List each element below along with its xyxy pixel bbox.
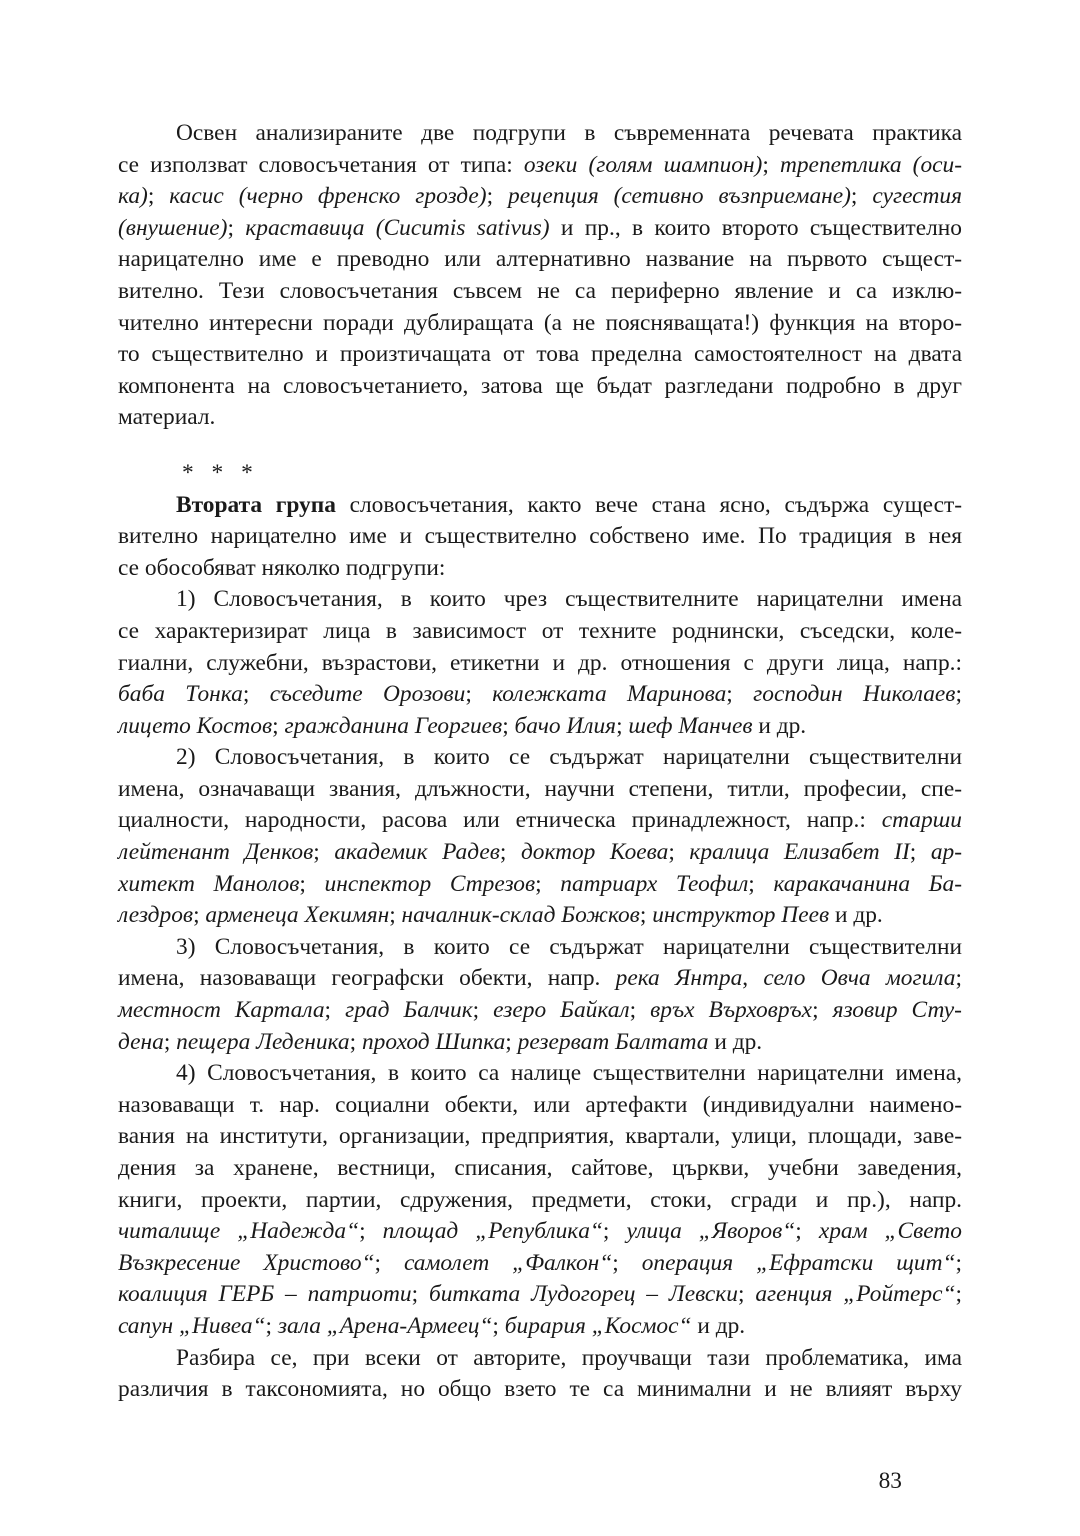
text-line: 1) Словосъчетания, в които чрез съществителните нарицателни имена — [176, 586, 962, 613]
italic-term: агенция „Ройтерс“ — [755, 1281, 956, 1308]
italic-term: хитект Манолов — [118, 870, 300, 897]
italic-term: лейтенант Денков — [118, 839, 314, 866]
italic-term: кралица Елизабет II — [689, 839, 910, 866]
italic-term: язовир Сту- — [832, 997, 962, 1024]
italic-term: резерват Балтата — [517, 1028, 709, 1055]
italic-term: бирария „Космос“ — [504, 1312, 692, 1339]
italic-term: баба Тонка — [118, 681, 243, 708]
text-line: (внушение); краставица (Cucumis sativus) и пр., в които второто съществително — [118, 214, 962, 241]
text-line: се използват словосъчетания от типа: озеки (голям шампион); трепетлика (оси- — [118, 151, 962, 178]
italic-term: зала „Арена-Армеец“ — [277, 1312, 493, 1339]
italic-term: сугестия — [872, 183, 962, 210]
italic-term: площад „Републикa“ — [382, 1218, 603, 1245]
italic-term: улица „Яворов“ — [626, 1218, 796, 1245]
italic-term: инспектор Стрезов — [324, 870, 536, 897]
bold-term: Втората група — [176, 491, 336, 518]
italic-term: дена — [118, 1028, 164, 1055]
italic-term: връх Върховръх — [650, 997, 813, 1024]
italic-term: Възкресение Христово“ — [118, 1249, 375, 1276]
text-line: лейтенант Денков; академик Радев; доктор Коева; кралица Елизабет II; ар- — [118, 839, 962, 866]
italic-term: старши — [881, 807, 962, 834]
italic-term: гражданина Георгиев — [284, 712, 503, 739]
text-line: местност Картала; град Балчик; езеро Байкал; връх Върховръх; язовир Сту- — [118, 997, 962, 1024]
italic-term: река Янтра — [615, 965, 743, 992]
text-line: хитект Манолов; инспектор Стрезов; патриарх Теофил; каракачанина Ба- — [118, 870, 962, 897]
italic-term: колежката Маринова — [492, 681, 727, 708]
italic-term: самолет „Фалкон“ — [403, 1249, 613, 1276]
italic-term: академик Радев — [334, 839, 500, 866]
text-line: вания на институти, организации, предприятия, квартали, улици, площади, заве- — [118, 1123, 962, 1150]
italic-term: инструктор Пеев — [652, 902, 830, 929]
text-line: различия в таксономията, но общо взето те са минимални и не влияят върху — [118, 1376, 962, 1403]
text-line: то съществително и произтичащата от това пределна самостоятелност на двата — [118, 341, 962, 368]
page-body — [118, 118, 962, 1406]
text-line: лездров; арменеца Хекимян; началник-склад Божков; инструктор Пеев и др. — [118, 902, 883, 929]
italic-term: каракачанина Ба- — [773, 870, 962, 897]
text-line: 3) Словосъчетания, в които се съдържат нарицателни съществителни — [176, 933, 962, 960]
text-line: гиални, служебни, възрастови, етикетни и др. отношения с други лица, напр.: — [118, 649, 962, 676]
page-number: 83 — [878, 1468, 902, 1494]
italic-term: лездров — [118, 902, 194, 929]
text-line: вително нарицателно име и съществително собствено име. По традиция в нея — [118, 523, 962, 550]
italic-term: доктор Коева — [520, 839, 669, 866]
section-separator: * * * — [182, 459, 259, 486]
italic-term: патриарх Теофил — [560, 870, 749, 897]
italic-term: шеф Манчев — [628, 712, 753, 739]
text-line: чително интересни поради дублиращата (а не поясняващата!) функция на второ- — [118, 309, 962, 336]
text-line: назоваващи т. нар. социални обекти, или артефакти (индивидуални наимено- — [118, 1091, 962, 1118]
text-line: нарицателно име е преводно или алтернативно название на първото същест- — [118, 246, 962, 273]
italic-term: село Овча могила — [763, 965, 956, 992]
italic-term: (внушение) — [118, 214, 228, 241]
italic-term: озеки (голям шампион) — [523, 151, 763, 178]
text-line: коалиция ГЕРБ – патриоти; битката Лудогорец – Левски; агенция „Ройтерс“; — [118, 1281, 962, 1308]
italic-term: град Балчик — [345, 997, 473, 1024]
italic-term: арменеца Хекимян — [205, 902, 390, 929]
text-line: дения за хранене, вестници, списания, сайтове, църкви, учебни заведения, — [118, 1155, 962, 1181]
text-line: Втората група словосъчетания, както вече стана ясно, съдържа сущест- — [176, 491, 962, 518]
italic-term: ка) — [118, 183, 148, 210]
italic-term: битката Лудогорец – Левски — [428, 1281, 738, 1308]
text-line: се характеризират лица в зависимост от техните роднински, съседски, коле- — [118, 617, 962, 644]
italic-term: проход Шипка — [361, 1028, 506, 1055]
italic-term: съседите Орозови — [269, 681, 466, 708]
italic-term: началник-склад Божков — [401, 902, 640, 929]
text-line: Възкресение Христово“; самолет „Фалкон“; операция „Ефратски щит“; — [118, 1249, 962, 1276]
text-line: имена, означаващи звания, длъжности, научни степени, титли, професии, спе- — [118, 775, 962, 802]
text-line: 4) Словосъчетания, в които са налице съществителни нарицателни имена, — [176, 1060, 962, 1087]
paragraph-gap — [118, 434, 962, 458]
italic-term: господин Николаев — [753, 681, 956, 708]
text-line: книги, проекти, партии, сдружения, предмети, стоки, сгради и пр.), напр. — [118, 1186, 962, 1213]
italic-term: трепетлика (оси- — [779, 151, 962, 178]
text-line: читалище „Надежда“; площад „Републикa“; улица „Яворов“; храм „Свето — [118, 1218, 962, 1245]
italic-term: бачо Илия — [514, 712, 617, 739]
italic-term: касис (черно френско грозде) — [169, 183, 487, 210]
italic-term: коалиция ГЕРБ – патриоти — [118, 1281, 412, 1308]
text-line: лицето Костов; гражданина Георгиев; бачо Илия; шеф Манчев и др. — [118, 712, 807, 739]
italic-term: сапун „Нивеа“ — [118, 1312, 266, 1339]
text-line: циалности, народности, расова или етническа принадлежност, напр.: старши — [118, 807, 962, 834]
italic-term: ар- — [930, 839, 962, 866]
text-line: имена, назоваващи географски обекти, напр. река Янтра, село Овча могила; — [118, 965, 962, 992]
text-line: баба Тонка; съседите Орозови; колежката Маринова; господин Николаев; — [118, 681, 962, 708]
text-line: ка); касис (черно френско грозде); рецепция (сетивно възприемане); сугестия — [118, 183, 962, 210]
italic-term: лицето Костов — [118, 712, 273, 739]
text-line: се обособяват няколко подгрупи: — [118, 554, 446, 581]
text-line: материал. — [118, 404, 216, 431]
italic-term: храм „Свето — [818, 1218, 962, 1245]
italic-term: езеро Байкал — [493, 997, 630, 1024]
text-line: Освен анализираните две подгрупи в съвременната речевата практика — [176, 120, 962, 146]
italic-term: читалище „Надежда“ — [118, 1218, 360, 1245]
text-line: дена; пещера Леденика; проход Шипка; резерват Балтата и др. — [118, 1028, 763, 1055]
text-line: вително. Тези словосъчетания съвсем не са периферно явление и са изклю- — [118, 277, 962, 304]
italic-term: краставица (Cucumis sativus) — [245, 214, 550, 241]
text-line: 2) Словосъчетания, в които се съдържат нарицателни съществителни — [176, 744, 962, 771]
text-line: Разбира се, при всеки от авторите, проучващи тази проблематика, има — [176, 1344, 962, 1371]
text-line: сапун „Нивеа“; зала „Арена-Армеец“; бирария „Космос“ и др. — [118, 1312, 746, 1339]
italic-term: пещера Леденика — [176, 1028, 350, 1055]
italic-term: местност Картала — [118, 997, 325, 1024]
italic-term: операция „Ефратски щит“ — [641, 1249, 956, 1276]
italic-term: рецепция (сетивно възприемане) — [508, 183, 851, 210]
text-line: компонента на словосъчетанието, затова ще бъдат разгледани подробно в друг — [118, 372, 962, 399]
